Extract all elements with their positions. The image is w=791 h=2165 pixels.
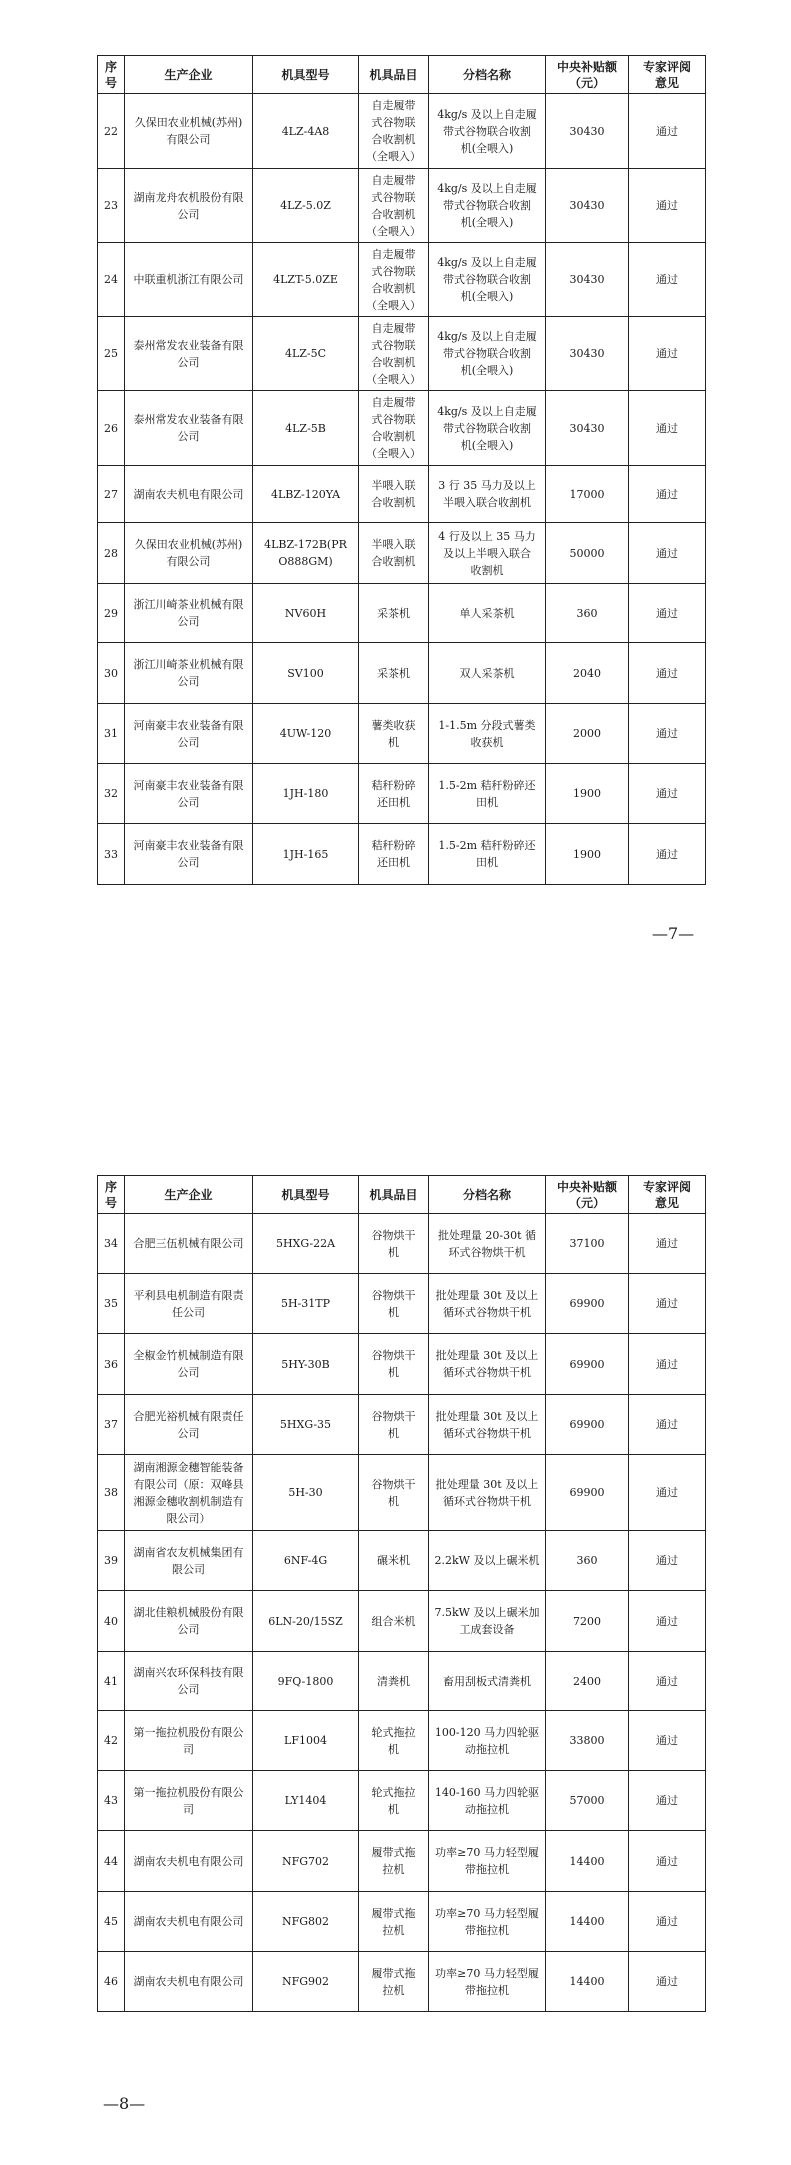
cell-opinion: 通过 [629,391,706,466]
cell-opinion: 通过 [629,1711,706,1771]
cell-class: 批处理量 30t 及以上 循环式谷物烘干机 [429,1334,546,1395]
cell-opinion: 通过 [629,643,706,704]
cell-no: 37 [98,1395,125,1455]
cell-no: 22 [98,94,125,169]
cell-no: 35 [98,1274,125,1334]
cell-item: 谷物烘干 机 [359,1455,429,1531]
table-row [98,391,706,466]
cell-amount: 2400 [546,1652,629,1711]
cell-opinion: 通过 [629,764,706,824]
cell-company: 第一拖拉机股份有限公 司 [125,1711,253,1771]
cell-company: 湖南湘源金穗智能装备 有限公司（原：双峰县 湘源金穗收割机制造有 限公司） [125,1455,253,1531]
table-row [98,317,706,391]
header-opinion: 专家评阅 意见 [629,1176,706,1214]
cell-class: 批处理量 20-30t 循 环式谷物烘干机 [429,1214,546,1274]
cell-company: 久保田农业机械(苏州) 有限公司 [125,523,253,584]
cell-item: 碾米机 [359,1531,429,1591]
cell-opinion: 通过 [629,1952,706,2012]
page-number: —8— [103,2094,146,2113]
cell-model: 5H-31TP [253,1274,359,1334]
cell-item: 履带式拖 拉机 [359,1952,429,2012]
table-row [98,1711,706,1771]
table-row [98,1531,706,1591]
cell-class: 单人采茶机 [429,584,546,643]
cell-company: 泰州常发农业装备有限 公司 [125,391,253,466]
header-no: 序 号 [98,1176,125,1214]
cell-amount: 69900 [546,1455,629,1531]
header-amount: 中央补贴额 （元） [546,1176,629,1214]
cell-item: 清粪机 [359,1652,429,1711]
cell-opinion: 通过 [629,169,706,243]
cell-opinion: 通过 [629,1395,706,1455]
cell-amount: 30430 [546,243,629,317]
cell-company: 湖南农夫机电有限公司 [125,466,253,523]
header-model: 机具型号 [253,1176,359,1214]
cell-company: 浙江川崎茶业机械有限 公司 [125,584,253,643]
cell-amount: 2000 [546,704,629,764]
cell-company: 河南豪丰农业装备有限 公司 [125,704,253,764]
cell-company: 第一拖拉机股份有限公 司 [125,1771,253,1831]
cell-item: 履带式拖 拉机 [359,1892,429,1952]
cell-model: 1JH-180 [253,764,359,824]
cell-company: 湖南农夫机电有限公司 [125,1831,253,1892]
cell-class: 100-120 马力四轮驱 动拖拉机 [429,1711,546,1771]
cell-class: 4kg/s 及以上自走履 带式谷物联合收割 机(全喂入) [429,169,546,243]
cell-class: 批处理量 30t 及以上 循环式谷物烘干机 [429,1455,546,1531]
cell-opinion: 通过 [629,1455,706,1531]
cell-amount: 14400 [546,1892,629,1952]
table-row [98,764,706,824]
cell-item: 秸秆粉碎 还田机 [359,824,429,885]
cell-model: 4LZ-5C [253,317,359,391]
table-row [98,1455,706,1531]
cell-model: NFG702 [253,1831,359,1892]
cell-class: 1.5-2m 秸秆粉碎还 田机 [429,764,546,824]
cell-company: 河南豪丰农业装备有限 公司 [125,824,253,885]
cell-class: 功率≥70 马力轻型履 带拖拉机 [429,1892,546,1952]
table-row [98,94,706,169]
cell-amount: 37100 [546,1214,629,1274]
cell-class: 7.5kW 及以上碾米加 工成套设备 [429,1591,546,1652]
cell-item: 半喂入联 合收割机 [359,466,429,523]
cell-class: 4kg/s 及以上自走履 带式谷物联合收割 机(全喂入) [429,391,546,466]
cell-opinion: 通过 [629,1831,706,1892]
cell-amount: 69900 [546,1395,629,1455]
table-header-row [98,1176,706,1214]
cell-class: 4kg/s 及以上自走履 带式谷物联合收割 机(全喂入) [429,317,546,391]
cell-no: 43 [98,1771,125,1831]
cell-no: 36 [98,1334,125,1395]
cell-no: 45 [98,1892,125,1952]
header-model: 机具型号 [253,56,359,94]
cell-class: 批处理量 30t 及以上 循环式谷物烘干机 [429,1395,546,1455]
cell-item: 自走履带 式谷物联 合收割机 （全喂入） [359,243,429,317]
cell-class: 2.2kW 及以上碾米机 [429,1531,546,1591]
cell-amount: 30430 [546,391,629,466]
table-row [98,1395,706,1455]
cell-no: 24 [98,243,125,317]
table-row [98,1591,706,1652]
header-amount: 中央补贴额 （元） [546,56,629,94]
header-no: 序 号 [98,56,125,94]
cell-model: 4LBZ-172B(PR O888GM) [253,523,359,584]
cell-model: 4LZT-5.0ZE [253,243,359,317]
cell-amount: 360 [546,1531,629,1591]
cell-no: 30 [98,643,125,704]
cell-amount: 30430 [546,317,629,391]
cell-amount: 30430 [546,94,629,169]
table-row [98,1274,706,1334]
cell-no: 29 [98,584,125,643]
cell-class: 双人采茶机 [429,643,546,704]
cell-model: 6NF-4G [253,1531,359,1591]
table-row [98,584,706,643]
cell-item: 秸秆粉碎 还田机 [359,764,429,824]
cell-model: 4LZ-5B [253,391,359,466]
cell-class: 4 行及以上 35 马力 及以上半喂入联合 收割机 [429,523,546,584]
header-company: 生产企业 [125,1176,253,1214]
cell-item: 谷物烘干 机 [359,1214,429,1274]
cell-no: 46 [98,1952,125,2012]
cell-model: 5HXG-35 [253,1395,359,1455]
cell-item: 采茶机 [359,584,429,643]
cell-no: 32 [98,764,125,824]
table-row [98,243,706,317]
cell-item: 轮式拖拉 机 [359,1711,429,1771]
cell-class: 4kg/s 及以上自走履 带式谷物联合收割 机(全喂入) [429,94,546,169]
cell-item: 履带式拖 拉机 [359,1831,429,1892]
table-row [98,1214,706,1274]
cell-company: 湖南农夫机电有限公司 [125,1952,253,2012]
cell-class: 1-1.5m 分段式薯类 收获机 [429,704,546,764]
cell-item: 薯类收获 机 [359,704,429,764]
cell-model: LF1004 [253,1711,359,1771]
page-number: —7— [652,924,695,943]
cell-model: 4LBZ-120YA [253,466,359,523]
cell-amount: 57000 [546,1771,629,1831]
cell-amount: 33800 [546,1711,629,1771]
cell-amount: 14400 [546,1952,629,2012]
cell-opinion: 通过 [629,1334,706,1395]
cell-no: 26 [98,391,125,466]
table-row [98,466,706,523]
cell-company: 浙江川崎茶业机械有限 公司 [125,643,253,704]
table-row [98,169,706,243]
cell-company: 全椒金竹机械制造有限 公司 [125,1334,253,1395]
cell-no: 38 [98,1455,125,1531]
cell-no: 28 [98,523,125,584]
table-row [98,704,706,764]
header-opinion: 专家评阅 意见 [629,56,706,94]
cell-company: 合肥光裕机械有限责任 公司 [125,1395,253,1455]
cell-amount: 17000 [546,466,629,523]
cell-no: 41 [98,1652,125,1711]
cell-company: 平利县电机制造有限责 任公司 [125,1274,253,1334]
cell-no: 33 [98,824,125,885]
table-body [98,1214,706,2012]
header-company: 生产企业 [125,56,253,94]
table-row [98,643,706,704]
cell-opinion: 通过 [629,466,706,523]
cell-item: 自走履带 式谷物联 合收割机 （全喂入） [359,94,429,169]
cell-opinion: 通过 [629,1214,706,1274]
cell-no: 27 [98,466,125,523]
cell-item: 谷物烘干 机 [359,1274,429,1334]
cell-company: 湖南龙舟农机股份有限 公司 [125,169,253,243]
cell-item: 轮式拖拉 机 [359,1771,429,1831]
cell-class: 1.5-2m 秸秆粉碎还 田机 [429,824,546,885]
cell-model: 4LZ-5.0Z [253,169,359,243]
cell-model: NV60H [253,584,359,643]
cell-company: 湖北佳粮机械股份有限 公司 [125,1591,253,1652]
cell-company: 合肥三伍机械有限公司 [125,1214,253,1274]
cell-opinion: 通过 [629,1771,706,1831]
cell-class: 4kg/s 及以上自走履 带式谷物联合收割 机(全喂入) [429,243,546,317]
cell-class: 批处理量 30t 及以上 循环式谷物烘干机 [429,1274,546,1334]
subsidy-table-page-7 [97,55,706,885]
cell-amount: 1900 [546,824,629,885]
cell-item: 谷物烘干 机 [359,1334,429,1395]
table-row [98,1952,706,2012]
cell-item: 自走履带 式谷物联 合收割机 （全喂入） [359,169,429,243]
cell-opinion: 通过 [629,317,706,391]
table-row [98,1771,706,1831]
cell-model: NFG802 [253,1892,359,1952]
cell-no: 31 [98,704,125,764]
cell-no: 23 [98,169,125,243]
cell-company: 湖南省农友机械集团有 限公司 [125,1531,253,1591]
cell-opinion: 通过 [629,1652,706,1711]
table-row [98,523,706,584]
header-item: 机具品目 [359,1176,429,1214]
cell-opinion: 通过 [629,824,706,885]
cell-class: 功率≥70 马力轻型履 带拖拉机 [429,1952,546,2012]
cell-opinion: 通过 [629,94,706,169]
cell-opinion: 通过 [629,1892,706,1952]
cell-amount: 360 [546,584,629,643]
cell-company: 中联重机浙江有限公司 [125,243,253,317]
cell-amount: 50000 [546,523,629,584]
cell-model: 4LZ-4A8 [253,94,359,169]
cell-company: 河南豪丰农业装备有限 公司 [125,764,253,824]
cell-item: 组合米机 [359,1591,429,1652]
cell-no: 34 [98,1214,125,1274]
header-class: 分档名称 [429,56,546,94]
cell-class: 畜用刮板式清粪机 [429,1652,546,1711]
cell-amount: 14400 [546,1831,629,1892]
cell-model: 1JH-165 [253,824,359,885]
cell-opinion: 通过 [629,523,706,584]
cell-item: 谷物烘干 机 [359,1395,429,1455]
cell-amount: 1900 [546,764,629,824]
cell-opinion: 通过 [629,243,706,317]
cell-no: 40 [98,1591,125,1652]
subsidy-table-page-8 [97,1175,706,2012]
table-header-row [98,56,706,94]
cell-opinion: 通过 [629,1591,706,1652]
cell-model: 4UW-120 [253,704,359,764]
cell-amount: 69900 [546,1334,629,1395]
table-body [98,94,706,885]
cell-opinion: 通过 [629,1274,706,1334]
cell-amount: 7200 [546,1591,629,1652]
table-row [98,824,706,885]
cell-model: 5HY-30B [253,1334,359,1395]
cell-company: 泰州常发农业装备有限 公司 [125,317,253,391]
cell-model: 5HXG-22A [253,1214,359,1274]
cell-company: 久保田农业机械(苏州) 有限公司 [125,94,253,169]
table-row [98,1892,706,1952]
cell-no: 39 [98,1531,125,1591]
table-row [98,1652,706,1711]
header-item: 机具品目 [359,56,429,94]
table-row [98,1334,706,1395]
cell-opinion: 通过 [629,704,706,764]
cell-amount: 30430 [546,169,629,243]
table-row [98,1831,706,1892]
cell-model: 5H-30 [253,1455,359,1531]
cell-item: 半喂入联 合收割机 [359,523,429,584]
header-class: 分档名称 [429,1176,546,1214]
cell-amount: 69900 [546,1274,629,1334]
cell-model: SV100 [253,643,359,704]
cell-item: 自走履带 式谷物联 合收割机 （全喂入） [359,391,429,466]
cell-item: 采茶机 [359,643,429,704]
cell-opinion: 通过 [629,584,706,643]
cell-no: 25 [98,317,125,391]
cell-model: NFG902 [253,1952,359,2012]
cell-model: 6LN-20/15SZ [253,1591,359,1652]
cell-item: 自走履带 式谷物联 合收割机 （全喂入） [359,317,429,391]
cell-no: 44 [98,1831,125,1892]
cell-opinion: 通过 [629,1531,706,1591]
cell-amount: 2040 [546,643,629,704]
cell-class: 功率≥70 马力轻型履 带拖拉机 [429,1831,546,1892]
cell-company: 湖南农夫机电有限公司 [125,1892,253,1952]
cell-model: 9FQ-1800 [253,1652,359,1711]
cell-company: 湖南兴农环保科技有限 公司 [125,1652,253,1711]
cell-class: 140-160 马力四轮驱 动拖拉机 [429,1771,546,1831]
cell-model: LY1404 [253,1771,359,1831]
cell-class: 3 行 35 马力及以上 半喂入联合收割机 [429,466,546,523]
cell-no: 42 [98,1711,125,1771]
